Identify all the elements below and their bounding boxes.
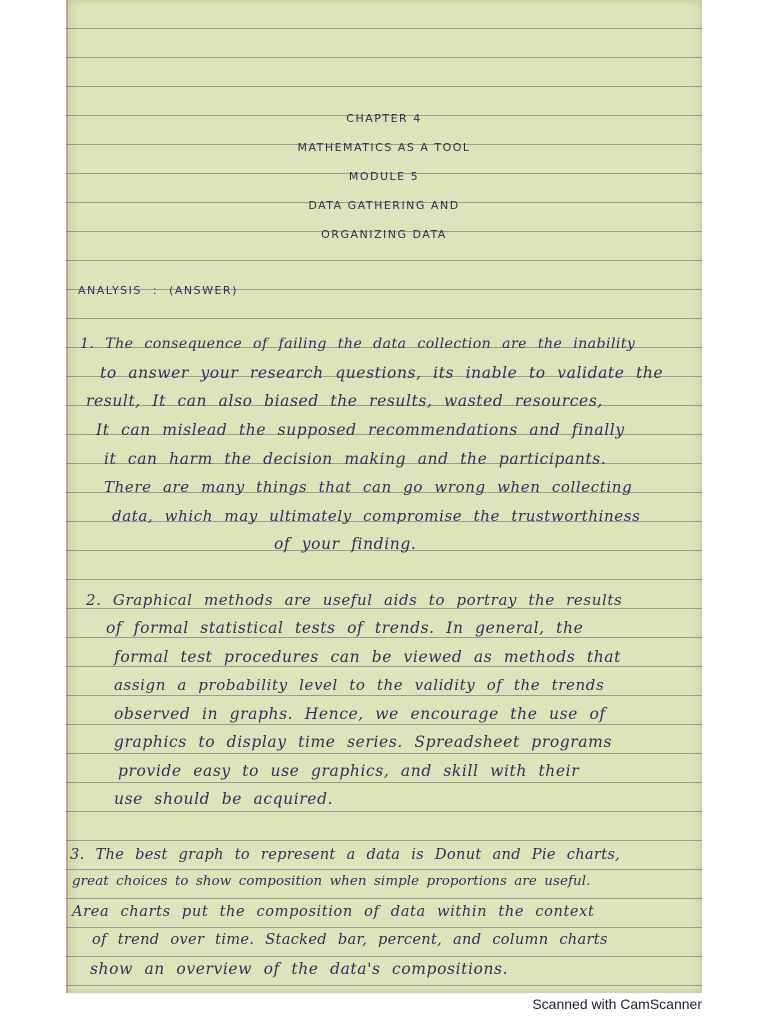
answer-1-line-7: data, which may ultimately compromise the trustworthiness — [112, 507, 641, 525]
answer-1-line-5: it can harm the decision making and the participants. — [104, 450, 607, 468]
answer-2-line-6: graphics to display time series. Spreadsheet programs — [114, 733, 612, 751]
answer-2-line-2: of formal statistical tests of trends. In general, the — [106, 619, 584, 637]
answer-2-line-1: 2. Graphical methods are useful aids to portray the results — [86, 591, 623, 609]
answer-2-line-5: observed in graphs. Hence, we encourage the use of — [114, 705, 606, 723]
chapter-heading: CHAPTER 4 — [346, 112, 422, 125]
answer-2-line-8: use should be acquired. — [114, 790, 334, 808]
answer-1-line-8: of your finding. — [274, 535, 417, 553]
module-heading: MODULE 5 — [348, 170, 420, 183]
answer-3-line-5: show an overview of the data's compositions. — [90, 960, 509, 978]
answer-1-line-1: 1. The consequence of failing the data collection are the inability — [80, 336, 636, 352]
answer-3-line-1: 3. The best graph to represent a data is Donut and Pie charts, — [70, 846, 621, 863]
answer-3-line-2: great choices to show composition when simple proportions are useful. — [72, 874, 591, 889]
analysis-label: ANALYSIS : (ANSWER) — [78, 284, 238, 297]
answer-3-line-4: of trend over time. Stacked bar, percent, and column charts — [92, 931, 608, 948]
answer-1-line-6: There are many things that can go wrong when collecting — [104, 478, 633, 496]
answer-2-line-4: assign a probability level to the validity of the trends — [114, 676, 605, 694]
topic-heading-line2: ORGANIZING DATA — [321, 228, 447, 241]
answer-2-line-7: provide easy to use graphics, and skill with their — [118, 762, 580, 780]
answer-2-line-3: formal test procedures can be viewed as methods that — [114, 648, 621, 666]
answer-3-line-3: Area charts put the composition of data within the context — [72, 903, 595, 920]
answer-1-line-3: result, It can also biased the results, wasted resources, — [86, 392, 603, 410]
subject-heading: MATHEMATICS AS A TOOL — [297, 141, 471, 154]
notebook-page — [66, 0, 702, 993]
topic-heading-line1: DATA GATHERING AND — [308, 199, 460, 212]
scanner-watermark: Scanned with CamScanner — [532, 996, 702, 1012]
answer-1-line-2: to answer your research questions, its inable to validate the — [100, 364, 664, 382]
answer-1-line-4: It can mislead the supposed recommendations and finally — [96, 421, 625, 439]
